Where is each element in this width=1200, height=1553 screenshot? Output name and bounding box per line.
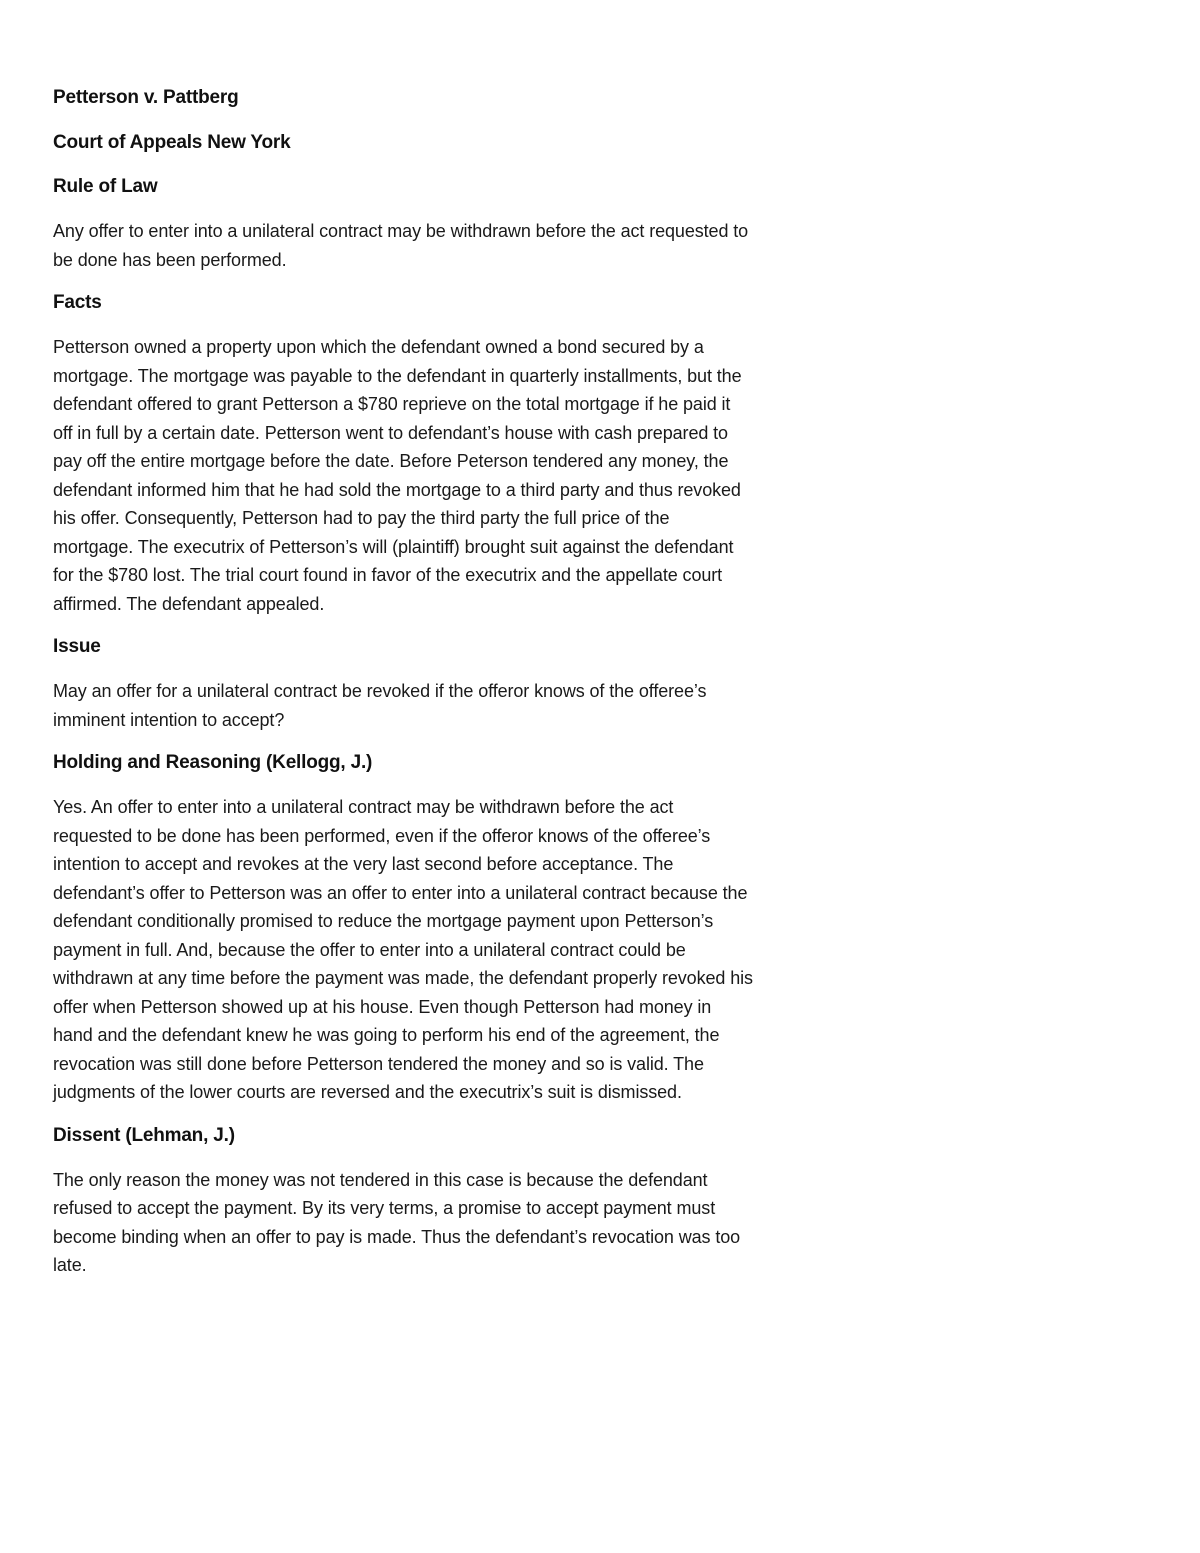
section-body-facts: Petterson owned a property upon which the defendant owned a bond secured by a mortgage. The mortgage was payable to the defendant in quarterly installments, but the defendant offered to grant Petterson a $780 reprieve on the total mortgage if he paid it off in full by a certain date. Petterson went to defendant’s house with cash prepared to pay off the entire mortgage before the date. Before Peterson tendered any money, the defendant informed him that he had sold the mortgage to a third party and thus revoked his offer. Consequently, Petterson had to pay the third party the full price of the mortgage. The executrix of Petterson’s will (plaintiff) brought suit against the defendant for the $780 lost. The trial court found in favor of the executrix and the appellate court affirmed. The defendant appealed. <box>53 337 742 614</box>
document-page <box>53 84 753 1295</box>
section-heading-rule-of-law: Rule of Law <box>53 176 158 197</box>
court-name: Court of Appeals New York <box>53 132 291 153</box>
section-body-issue: May an offer for a unilateral contract be revoked if the offeror knows of the offeree’s imminent intention to accept? <box>53 681 707 730</box>
section-body-holding: Yes. An offer to enter into a unilateral contract may be withdrawn before the act requested to be done has been performed, even if the offeror knows of the offeree’s intention to accept and revokes at the very last second before acceptance. The defendant’s offer to Petterson was an offer to enter into a unilateral contract because the defendant conditionally promised to reduce the mortgage payment upon Petterson’s payment in full. And, because the offer to enter into a unilateral contract could be withdrawn at any time before the payment was made, the defendant properly revoked his offer when Petterson showed up at his house. Even though Petterson had money in hand and the defendant knew he was going to perform his end of the agreement, the revocation was still done before Petterson tendered the money and so is valid. The judgments of the lower courts are reversed and the executrix’s suit is dismissed. <box>53 797 753 1102</box>
case-title: Petterson v. Pattberg <box>53 87 239 108</box>
section-body-rule-of-law: Any offer to enter into a unilateral contract may be withdrawn before the act requested to be done has been performed. <box>53 221 749 270</box>
section-heading-holding: Holding and Reasoning (Kellogg, J.) <box>53 752 373 773</box>
section-heading-issue: Issue <box>53 636 101 657</box>
section-heading-dissent: Dissent (Lehman, J.) <box>53 1124 235 1146</box>
section-body-dissent: The only reason the money was not tendered in this case is because the defendant refused to accept the payment. By its very terms, a promise to accept payment must become binding when an offer to pay is made. Thus the defendant’s revocation was too late. <box>53 1169 741 1275</box>
section-heading-facts: Facts <box>53 292 102 313</box>
